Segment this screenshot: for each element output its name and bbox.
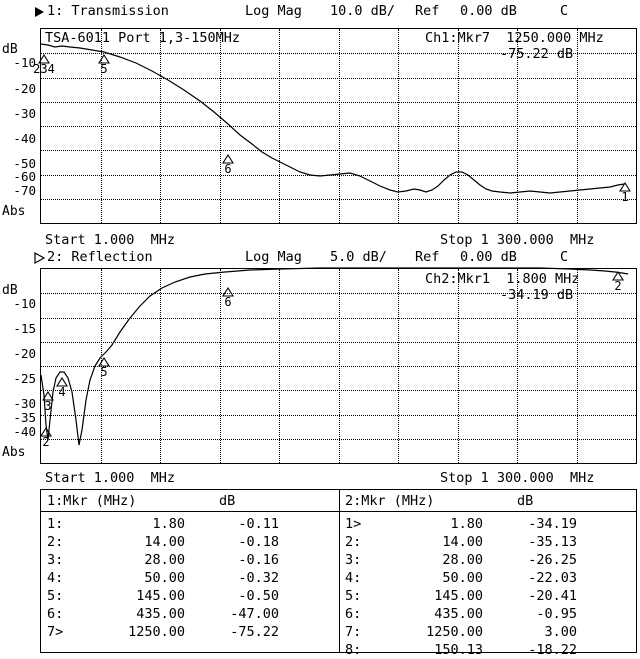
channel1-ref-label: Ref	[415, 3, 440, 19]
left-row-db: -0.50	[238, 588, 279, 604]
right-row-db: 3.00	[544, 624, 577, 640]
channel2-stop-label: Stop 1 300.000 MHz	[440, 470, 595, 486]
left-row-db: -47.00	[230, 606, 279, 622]
channel1-marker-label: 1	[621, 190, 629, 204]
channel1-ytick-5: -60	[13, 169, 36, 184]
right-row-index: 5:	[345, 588, 362, 604]
right-row-frequency: 150.13	[434, 642, 483, 658]
channel1-corr-flag: C	[560, 3, 569, 19]
channel2-marker-label: 4	[58, 385, 66, 399]
channel2-ref-value: 0.00 dB	[460, 249, 517, 265]
left-row-frequency: 28.00	[144, 552, 185, 568]
channel1-stop-label: Stop 1 300.000 MHz	[440, 232, 595, 248]
left-row-frequency: 1.80	[152, 516, 185, 532]
right-row-db: -35.13	[528, 534, 577, 550]
left-row-index: 7>	[47, 624, 64, 640]
channel2-y-unit: dB	[2, 283, 18, 298]
channel1-device-label: TSA-6011 Port 1,3-150MHz	[45, 30, 241, 46]
channel1-ref-value: 0.00 dB	[460, 3, 517, 19]
channel1-start-label: Start 1.000 MHz	[45, 232, 176, 248]
right-row-frequency: 14.00	[442, 534, 483, 550]
left-row-frequency: 145.00	[136, 588, 185, 604]
right-row-index: 1>	[345, 516, 362, 532]
left-row-db: -0.18	[238, 534, 279, 550]
left-row-frequency: 50.00	[144, 570, 185, 586]
channel2-ytick-4: -30	[13, 396, 36, 411]
channel2-marker-label: 6	[224, 295, 232, 309]
right-row-frequency: 1.80	[450, 516, 483, 532]
right-row-frequency: 1250.00	[426, 624, 483, 640]
trace-line	[41, 44, 624, 193]
channel1-ytick-3: -40	[13, 131, 36, 146]
channel1-marker-label: 5	[100, 62, 108, 76]
channel2-ref-label: Ref	[415, 249, 440, 265]
left-row-db: -0.11	[238, 516, 279, 532]
channel2-marker-label: 5	[100, 365, 108, 379]
table-left-header-db: dB	[219, 493, 236, 509]
table-right-header-label: 2:Mkr (MHz)	[345, 493, 435, 509]
right-row-db: -26.25	[528, 552, 577, 568]
left-row-db: -0.32	[238, 570, 279, 586]
channel2-ytick-3: -25	[13, 371, 36, 386]
right-row-frequency: 145.00	[434, 588, 483, 604]
right-row-frequency: 435.00	[434, 606, 483, 622]
channel2-ytick-5: -35	[13, 410, 36, 425]
right-row-db: -0.95	[536, 606, 577, 622]
channel1-scale: 10.0 dB/	[330, 3, 396, 19]
right-row-index: 4:	[345, 570, 362, 586]
channel2-ytick-6: -40	[13, 424, 36, 439]
channel1-ytick-2: -30	[13, 106, 36, 121]
right-row-frequency: 28.00	[442, 552, 483, 568]
channel2-corr-flag: C	[560, 249, 569, 265]
left-row-db: -75.22	[230, 624, 279, 640]
channel2-marker-label: 2	[42, 435, 50, 449]
channel2-marker-label: 3	[44, 399, 52, 413]
channel1-abs-label: Abs	[2, 204, 26, 219]
right-row-db: -34.19	[528, 516, 577, 532]
table-vertical-divider	[339, 490, 340, 652]
right-row-index: 6:	[345, 606, 362, 622]
table-header-divider	[41, 511, 636, 512]
channel1-marker-value: -75.22 dB	[500, 46, 574, 62]
table-right-header-db: dB	[517, 493, 534, 509]
channel2-abs-label: Abs	[2, 445, 26, 460]
right-row-index: 2:	[345, 534, 362, 550]
channel2-start-label: Start 1.000 MHz	[45, 470, 176, 486]
left-row-index: 4:	[47, 570, 64, 586]
channel2-marker-label: 2	[614, 279, 622, 293]
channel2-marker-value: -34.19 dB	[500, 287, 574, 303]
right-row-db: -20.41	[528, 588, 577, 604]
channel1-title: 1: Transmission	[47, 3, 169, 19]
left-row-frequency: 435.00	[136, 606, 185, 622]
channel1-marker-label: 6	[224, 162, 232, 176]
channel1-ytick-1: -20	[13, 81, 36, 96]
left-row-db: -0.16	[238, 552, 279, 568]
channel1-marker-header: Ch1:Mkr7 1250.000 MHz	[425, 30, 604, 46]
left-row-index: 1:	[47, 516, 64, 532]
left-row-frequency: 1250.00	[128, 624, 185, 640]
left-row-frequency: 14.00	[144, 534, 185, 550]
channel2-marker-header: Ch2:Mkr1 1.800 MHz	[425, 271, 580, 287]
right-row-index: 8:	[345, 642, 362, 658]
left-row-index: 2:	[47, 534, 64, 550]
channel2-ytick-0: -10	[13, 296, 36, 311]
channel1-format: Log Mag	[245, 3, 302, 19]
right-row-db: -18.22	[528, 642, 577, 658]
channel1-ytick-6: -70	[13, 183, 36, 198]
channel1-marker-label: 234	[33, 62, 55, 76]
channel2-title: 2: Reflection	[47, 249, 153, 265]
right-row-frequency: 50.00	[442, 570, 483, 586]
right-row-index: 7:	[345, 624, 362, 640]
channel1-ytick-0: -10	[13, 55, 36, 70]
channel2-ytick-2: -20	[13, 346, 36, 361]
channel2-format: Log Mag	[245, 249, 302, 265]
channel1-ytick-4: -50	[13, 156, 36, 171]
left-row-index: 5:	[47, 588, 64, 604]
trace-line	[41, 268, 628, 445]
right-row-db: -22.03	[528, 570, 577, 586]
channel1-y-unit: dB	[2, 42, 18, 57]
right-row-index: 3:	[345, 552, 362, 568]
marker-table	[40, 489, 637, 658]
table-left-header-label: 1:Mkr (MHz)	[47, 493, 137, 509]
left-row-index: 6:	[47, 606, 64, 622]
channel2-scale: 5.0 dB/	[330, 249, 387, 265]
channel2-ytick-1: -15	[13, 321, 36, 336]
left-row-index: 3:	[47, 552, 64, 568]
